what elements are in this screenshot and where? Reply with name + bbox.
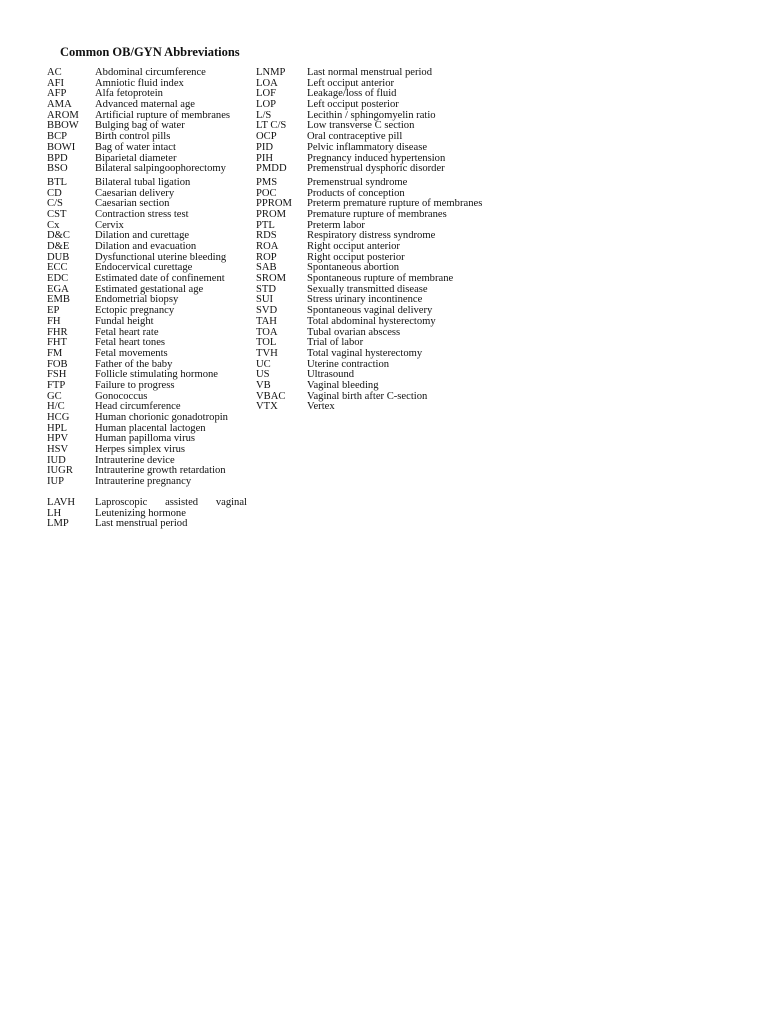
abbreviation: ROA xyxy=(256,241,279,252)
abbreviation-meaning: Lecithin / sphingomyelin ratio xyxy=(307,109,436,121)
abbreviation: D&C xyxy=(47,230,70,242)
list-item xyxy=(256,402,482,413)
abbreviation: BTL xyxy=(47,176,68,188)
abbreviation: VB xyxy=(256,379,271,391)
abbreviation: EP xyxy=(47,305,60,317)
abbreviation: HSV xyxy=(47,444,69,456)
abbreviation: BCP xyxy=(47,131,68,143)
abbreviation-meaning: Endometrial biopsy xyxy=(95,294,179,306)
abbreviation-meaning: Biparietal diameter xyxy=(95,152,177,164)
abbreviation: SAB xyxy=(256,262,277,274)
abbreviation-meaning: Alfa fetoprotein xyxy=(95,88,163,100)
list-item xyxy=(256,210,482,221)
abbreviation-meaning: Intrauterine device xyxy=(95,454,175,466)
list-item xyxy=(256,178,482,189)
abbreviation-meaning: Intrauterine growth retardation xyxy=(95,465,226,477)
abbreviation: UC xyxy=(256,358,271,370)
list-item xyxy=(47,178,247,189)
abbreviation-meaning: Spontaneous vaginal delivery xyxy=(307,305,433,317)
abbreviation: FOB xyxy=(47,358,68,370)
abbreviation-meaning: Vertex xyxy=(307,401,335,413)
list-item xyxy=(47,210,247,221)
abbreviation-meaning: Last menstrual period xyxy=(95,518,188,530)
abbreviation: TVH xyxy=(256,347,278,359)
abbreviation: C/S xyxy=(47,198,63,210)
abbreviation-meaning: Bilateral tubal ligation xyxy=(95,176,191,188)
abbreviation-meaning: Ultrasound xyxy=(307,369,355,381)
list-item xyxy=(47,143,247,154)
list-item xyxy=(47,317,247,328)
abbreviation: SUI xyxy=(256,294,274,306)
abbreviation: FSH xyxy=(47,369,67,381)
abbreviation-meaning: Head circumference xyxy=(95,401,181,413)
abbreviation: BBOW xyxy=(47,120,79,132)
abbreviation-meaning: Respiratory distress syndrome xyxy=(307,230,436,242)
abbreviation: PMS xyxy=(256,176,278,188)
abbreviation-meaning: Bulging bag of water xyxy=(95,120,185,132)
abbreviation: US xyxy=(256,369,270,381)
abbreviation-meaning: Human placental lactogen xyxy=(95,422,206,434)
abbreviation: PTL xyxy=(256,219,275,231)
abbreviation: DUB xyxy=(47,251,70,263)
abbreviation-meaning: Ectopic pregnancy xyxy=(95,305,175,317)
abbreviation: PROM xyxy=(256,208,287,220)
abbreviation-meaning: Preterm premature rupture of membranes xyxy=(307,198,483,210)
abbreviation-meaning: Premature rupture of membranes xyxy=(307,208,447,220)
abbreviation: D&E xyxy=(47,241,70,252)
abbreviation-meaning: Leakage/loss of fluid xyxy=(307,88,397,100)
abbreviation: CST xyxy=(47,208,67,220)
abbreviation: CD xyxy=(47,187,62,199)
abbreviation-meaning: Left occiput posterior xyxy=(307,99,399,111)
abbreviation-meaning: Low transverse C section xyxy=(307,120,415,132)
abbreviation: GC xyxy=(47,390,62,402)
abbreviation-meaning: Contraction stress test xyxy=(95,208,189,220)
abbreviation-meaning: Left occiput anterior xyxy=(307,77,395,89)
abbreviation: VBAC xyxy=(256,390,286,402)
abbreviation-meaning: Abdominal circumference xyxy=(95,67,206,78)
abbreviation-meaning: Dysfunctional uterine bleeding xyxy=(95,251,227,263)
abbreviation-meaning: Stress urinary incontinence xyxy=(307,294,423,306)
abbreviation: AMA xyxy=(47,99,72,111)
abbreviation-meaning: Pelvic inflammatory disease xyxy=(307,141,428,153)
abbreviation-meaning: Cervix xyxy=(95,219,124,231)
abbreviation: LOA xyxy=(256,77,278,89)
list-item xyxy=(256,143,482,154)
abbreviation-meaning: Tubal ovarian abscess xyxy=(307,326,401,338)
abbreviation: HPV xyxy=(47,433,69,445)
abbreviation-meaning: Artificial rupture of membranes xyxy=(95,109,231,121)
abbreviation-meaning: Pregnancy induced hypertension xyxy=(307,152,446,164)
abbreviation: BSO xyxy=(47,163,68,175)
abbreviation: RDS xyxy=(256,230,277,242)
abbreviation-meaning: Gonococcus xyxy=(95,390,148,402)
abbreviation-meaning: Leutenizing hormone xyxy=(95,507,186,519)
abbreviation: PIH xyxy=(256,152,274,164)
abbreviation-meaning: Fundal height xyxy=(95,315,154,327)
abbreviation: LT C/S xyxy=(256,120,287,132)
document-title: Common OB/GYN Abbreviations xyxy=(60,45,240,59)
list-item xyxy=(47,349,247,360)
abbreviation: EGA xyxy=(47,283,69,295)
abbreviation-meaning: Advanced maternal age xyxy=(95,99,195,111)
abbreviation: AFI xyxy=(47,77,65,89)
abbreviation-meaning: Caesarian delivery xyxy=(95,187,175,199)
abbreviation: STD xyxy=(256,283,277,295)
abbreviation: TOL xyxy=(256,337,277,349)
abbreviation: ROP xyxy=(256,251,277,263)
abbreviation: HCG xyxy=(47,412,70,423)
abbreviation: FHT xyxy=(47,337,68,349)
abbreviation: POC xyxy=(256,187,277,199)
abbreviation-meaning: Birth control pills xyxy=(95,131,171,143)
abbreviation: H/C xyxy=(47,401,65,413)
abbreviation: SROM xyxy=(256,273,287,285)
abbreviation: LOP xyxy=(256,99,277,111)
abbreviation: HPL xyxy=(47,422,68,434)
abbreviation-meaning: Dilation and evacuation xyxy=(95,241,197,252)
abbreviation: SVD xyxy=(256,305,278,317)
abbreviation-meaning: Bilateral salpingoophorectomy xyxy=(95,163,226,175)
abbreviation-meaning: Premenstrual dysphoric disorder xyxy=(307,163,445,175)
abbreviation-meaning: Caesarian section xyxy=(95,198,170,210)
abbreviation-meaning: Follicle stimulating hormone xyxy=(95,369,218,381)
abbreviation-meaning: Spontaneous rupture of membrane xyxy=(307,273,454,285)
abbreviation: BOWI xyxy=(47,141,76,153)
list-item xyxy=(256,164,482,175)
abbreviation-meaning: Total vaginal hysterectomy xyxy=(307,347,423,359)
abbreviation-meaning: Uterine contraction xyxy=(307,358,390,370)
abbreviation-meaning: Premenstrual syndrome xyxy=(307,176,408,188)
abbreviation: TAH xyxy=(256,315,277,327)
list-item xyxy=(256,317,482,328)
abbreviation: FHR xyxy=(47,326,68,338)
abbreviation: OCP xyxy=(256,131,277,143)
abbreviation-meaning: Preterm labor xyxy=(307,219,365,231)
abbreviation-meaning: Human papilloma virus xyxy=(95,433,196,445)
list-item xyxy=(47,381,247,392)
abbreviation: LOF xyxy=(256,88,277,100)
abbreviation: ECC xyxy=(47,262,68,274)
abbreviation-meaning: Bag of water intact xyxy=(95,141,176,153)
list-item xyxy=(256,360,482,371)
abbreviation: EMB xyxy=(47,294,70,306)
abbreviation: FTP xyxy=(47,379,66,391)
abbreviation: FM xyxy=(47,347,63,359)
abbreviation: LNMP xyxy=(256,67,286,78)
abbreviation-meaning: Amniotic fluid index xyxy=(95,77,184,89)
abbreviation-meaning: Oral contraceptive pill xyxy=(307,131,403,143)
abbreviation-list-right xyxy=(256,68,482,413)
abbreviation: EDC xyxy=(47,273,69,285)
abbreviation: IUD xyxy=(47,454,66,466)
abbreviation: L/S xyxy=(256,109,272,121)
abbreviation: LAVH xyxy=(47,496,76,508)
abbreviation-meaning: Endocervical curettage xyxy=(95,262,193,274)
abbreviation-meaning: Estimated gestational age xyxy=(95,283,204,295)
list-item xyxy=(47,498,247,509)
abbreviation-meaning: Human chorionic gonadotropin xyxy=(95,412,228,423)
abbreviation-meaning: Estimated date of confinement xyxy=(95,273,225,285)
abbreviation: AFP xyxy=(47,88,67,100)
abbreviation-meaning: Fetal movements xyxy=(95,347,168,359)
abbreviation: IUGR xyxy=(47,465,73,477)
abbreviation-meaning: Dilation and curettage xyxy=(95,230,190,242)
abbreviation-meaning: Vaginal birth after C-section xyxy=(307,390,428,402)
abbreviation-meaning: Spontaneous abortion xyxy=(307,262,400,274)
abbreviation: IUP xyxy=(47,476,65,488)
abbreviation: PID xyxy=(256,141,274,153)
abbreviation: LH xyxy=(47,507,62,519)
abbreviation-meaning: Father of the baby xyxy=(95,358,173,370)
list-item xyxy=(47,164,247,175)
abbreviation: TOA xyxy=(256,326,278,338)
list-item xyxy=(256,349,482,360)
abbreviation-list-left xyxy=(47,68,247,530)
abbreviation-meaning: Laproscopic assisted vaginal xyxy=(95,496,247,508)
abbreviation-meaning: Last normal menstrual period xyxy=(307,67,433,78)
abbreviation: AC xyxy=(47,67,62,78)
list-item xyxy=(256,328,482,339)
abbreviation-meaning: Trial of labor xyxy=(307,337,364,349)
abbreviation-meaning: Right occiput anterior xyxy=(307,241,400,252)
abbreviation-meaning: Right occiput posterior xyxy=(307,251,405,263)
abbreviation-meaning: Failure to progress xyxy=(95,379,175,391)
list-item xyxy=(47,519,247,530)
abbreviation: Cx xyxy=(47,219,60,231)
abbreviation-meaning: Vaginal bleeding xyxy=(307,379,379,391)
abbreviation-meaning: Sexually transmitted disease xyxy=(307,283,428,295)
abbreviation: AROM xyxy=(47,109,79,121)
abbreviation-meaning: Herpes simplex virus xyxy=(95,444,186,456)
abbreviation: BPD xyxy=(47,152,68,164)
abbreviation-meaning: Total abdominal hysterectomy xyxy=(307,315,436,327)
abbreviation: FH xyxy=(47,315,61,327)
abbreviation-meaning: Fetal heart tones xyxy=(95,337,166,349)
list-item xyxy=(47,477,247,488)
abbreviation: PMDD xyxy=(256,163,287,175)
abbreviation: VTX xyxy=(256,401,278,413)
abbreviation-meaning: Intrauterine pregnancy xyxy=(95,476,192,488)
abbreviation: PPROM xyxy=(256,198,292,210)
list-item xyxy=(256,392,482,403)
abbreviation-meaning: Products of conception xyxy=(307,187,405,199)
abbreviation-meaning: Fetal heart rate xyxy=(95,326,159,338)
abbreviation: LMP xyxy=(47,518,69,530)
